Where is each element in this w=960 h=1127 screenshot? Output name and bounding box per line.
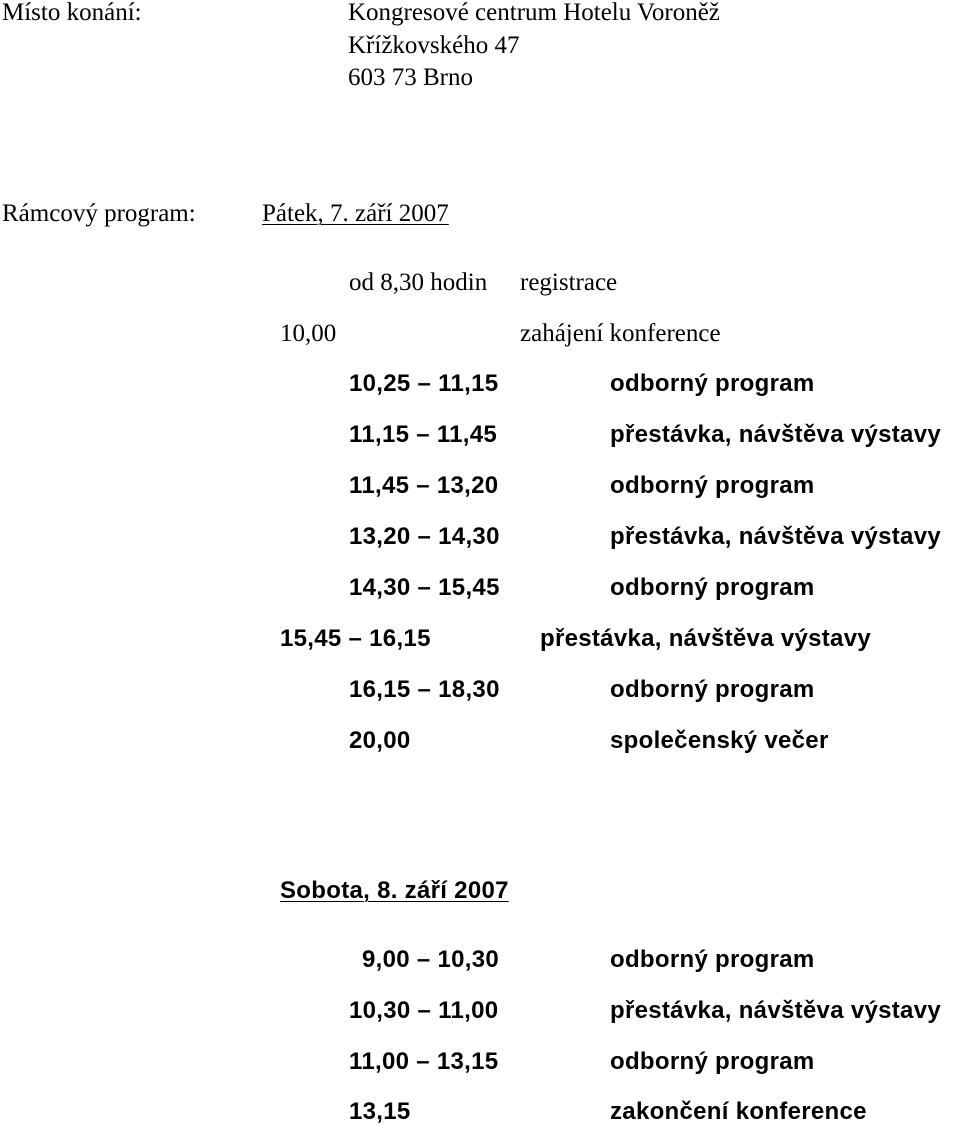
schedule-row-time: 15,45 – 16,15 (280, 625, 431, 652)
saturday-date: Sobota, 8. září 2007 (280, 877, 509, 904)
schedule-row-time: 16,15 – 18,30 (349, 676, 500, 703)
schedule-row-time: 13,15 (349, 1098, 411, 1125)
schedule-row-activity: odborný program (610, 370, 815, 397)
schedule-row-time: 11,45 – 13,20 (349, 472, 499, 499)
opening-activity: zahájení konference (520, 320, 721, 347)
schedule-row-time: 20,00 (349, 727, 411, 754)
schedule-row-time: 10,25 – 11,15 (349, 370, 499, 397)
schedule-row-time: 13,20 – 14,30 (349, 523, 500, 550)
schedule-row-time: 11,15 – 11,45 (349, 421, 498, 448)
schedule-row-activity: přestávka, návštěva výstavy (540, 625, 871, 652)
registration-activity: registrace (520, 269, 618, 296)
schedule-row-activity: společenský večer (610, 727, 829, 754)
opening-time: 10,00 (280, 320, 337, 347)
venue-street: Křížkovského 47 (348, 32, 520, 59)
friday-date: Pátek, 7. září 2007 (262, 200, 449, 227)
schedule-row-activity: odborný program (610, 1048, 815, 1075)
schedule-row-activity: přestávka, návštěva výstavy (610, 421, 941, 448)
schedule-row-time: 11,00 – 13,15 (349, 1048, 499, 1075)
schedule-row-activity: odborný program (610, 676, 815, 703)
schedule-row-time: 9,00 – 10,30 (362, 946, 500, 973)
venue-label: Místo konání: (2, 0, 142, 26)
schedule-row-time: 10,30 – 11,00 (349, 997, 499, 1024)
venue-city: 603 73 Brno (348, 64, 473, 91)
venue-name: Kongresové centrum Hotelu Voroněž (348, 0, 720, 26)
schedule-row-activity: odborný program (610, 472, 815, 499)
schedule-row-time: 14,30 – 15,45 (349, 574, 500, 601)
registration-time: od 8,30 hodin (349, 269, 488, 296)
schedule-row-activity: přestávka, návštěva výstavy (610, 997, 941, 1024)
schedule-row-activity: zakončení konference (610, 1098, 867, 1125)
schedule-row-activity: přestávka, návštěva výstavy (610, 523, 941, 550)
schedule-row-activity: odborný program (610, 946, 815, 973)
program-label: Rámcový program: (2, 200, 196, 227)
schedule-row-activity: odborný program (610, 574, 815, 601)
